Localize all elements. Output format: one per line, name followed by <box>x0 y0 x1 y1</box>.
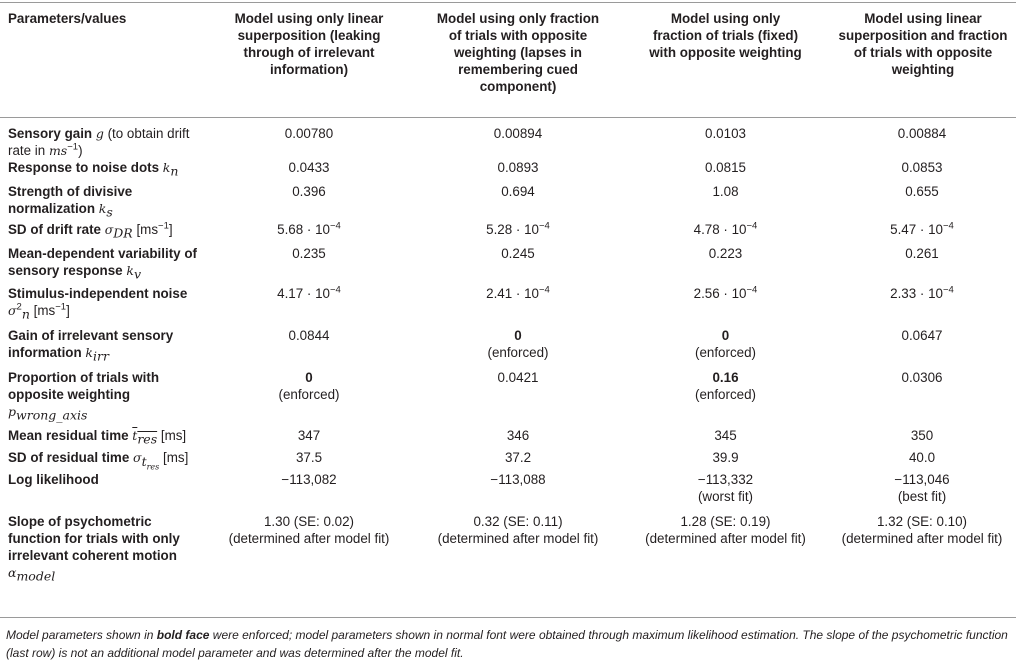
table-row <box>0 159 1016 183</box>
param-label: Gain of irrelevant sensory information $k_{irr}$ <box>8 328 174 364</box>
bottom-rule <box>0 617 1016 618</box>
param-label: Log likelihood <box>8 472 99 487</box>
cell-value: 0.261 <box>905 246 939 261</box>
cell-value: $5.28 \cdot 10^{-4}$ <box>486 220 550 237</box>
cell-value: 0.245 <box>501 246 535 261</box>
table-row <box>0 285 1016 327</box>
cell-value: 40.0 <box>908 450 936 465</box>
table-row <box>0 221 1016 245</box>
table-row <box>0 471 1016 513</box>
table-row <box>0 369 1016 427</box>
table-row <box>0 427 1016 449</box>
cell-value: $2.41 \cdot 10^{-4}$ <box>486 284 550 301</box>
cell-value: 0.0433 <box>288 160 330 175</box>
param-label: Mean residual time $\overline{t}_{\overline{res}}$ [ms] <box>8 428 187 447</box>
cell-value: 0.694 <box>501 184 535 199</box>
cell-value: 0.0844 <box>288 328 330 343</box>
header-row <box>0 3 1016 117</box>
cell-value: 0.235 <box>292 246 326 261</box>
cell-value: 0.0103 <box>705 126 746 141</box>
cell-value: −113,088 <box>490 472 546 487</box>
cell-value: 0.0893 <box>497 160 539 175</box>
cell-value: 0.396 <box>292 184 326 199</box>
cell-value: 345 <box>714 428 737 443</box>
cell-value: 0.00780 <box>284 126 334 141</box>
cell-value: 0.16 (enforced) <box>694 370 757 402</box>
cell-value: −113,082 <box>281 472 337 487</box>
cell-value: 37.5 <box>295 450 323 465</box>
cell-value: −113,046 (best fit) <box>894 472 950 504</box>
cell-value: 0.0815 <box>705 160 746 175</box>
param-label: Proportion of trials with opposite weighting $p_{wrong\_axis}$ <box>8 370 160 423</box>
cell-value: 0.00884 <box>897 126 947 141</box>
cell-value: 0.0647 <box>901 328 943 343</box>
table-row <box>0 183 1016 221</box>
cell-value: 1.32 (SE: 0.10) (determined after model fit) <box>841 514 1003 546</box>
table-row <box>0 513 1016 595</box>
param-label: Sensory gain g (to obtain drift rate in $ms^{-1}$) <box>8 126 190 158</box>
param-label: Strength of divisive normalization $k_s$ <box>8 184 133 220</box>
cell-value: $4.78 \cdot 10^{-4}$ <box>693 220 758 237</box>
cell-value: 0.223 <box>708 246 743 261</box>
param-label: Slope of psychometric function for trials with only irrelevant coherent motion $\alpha_{model}$ <box>8 514 180 584</box>
cell-value: 346 <box>506 428 530 443</box>
cell-value: 0 (enforced) <box>278 370 340 402</box>
param-label: Mean-dependent variability of sensory response $k_v$ <box>8 246 197 282</box>
cell-value: 0 (enforced) <box>694 328 757 360</box>
cell-value: $2.56 \cdot 10^{-4}$ <box>693 284 758 301</box>
param-label: Stimulus-independent noise $\sigma^2_n$ $[ms^{-1}]$ <box>8 286 188 322</box>
cell-value: $5.47 \cdot 10^{-4}$ <box>890 220 954 237</box>
param-label: Response to noise dots $k_n$ <box>8 160 179 179</box>
cell-value: 1.28 (SE: 0.19) (determined after model fit) <box>645 514 806 546</box>
table-row <box>0 245 1016 285</box>
cell-value: 37.2 <box>504 450 532 465</box>
header-params: Parameters/values <box>8 11 127 26</box>
table-footnote: Model parameters shown in bold face were enforced; model parameters shown in normal font were obtained through maximum likelihood estimation. The slope of the psychometric function (last row) is not an additional model parameter and was determined after the model fit. <box>6 628 1008 660</box>
header-model-4: Model using linear superposition and fraction of trials with opposite weighting <box>838 11 1008 77</box>
cell-value: $2.33 \cdot 10^{-4}$ <box>890 284 954 301</box>
cell-value: 1.30 (SE: 0.02) (determined after model fit) <box>228 514 390 546</box>
cell-value: 1.08 <box>712 184 739 199</box>
cell-value: 39.9 <box>712 450 739 465</box>
cell-value: 0.655 <box>905 184 939 199</box>
cell-value: 0 (enforced) <box>487 328 549 360</box>
cell-value: $4.17 \cdot 10^{-4}$ <box>277 284 341 301</box>
header-model-2: Model using only fraction of trials with opposite weighting (lapses in remembering cued component) <box>436 11 600 94</box>
header-model-1: Model using only linear superposition (leaking through of irrelevant information) <box>234 11 384 77</box>
table-row <box>0 449 1016 471</box>
cell-value: −113,332 (worst fit) <box>697 472 754 504</box>
param-label: SD of drift rate $\sigma_{DR}$ $[ms^{-1}]$ <box>8 220 173 241</box>
cell-value: 350 <box>910 428 934 443</box>
cell-value: 0.0306 <box>901 370 943 385</box>
cell-value: 0.32 (SE: 0.11) (determined after model fit) <box>437 514 599 546</box>
table-row <box>0 327 1016 369</box>
param-label: SD of residual time $\sigma_{t_{res}}$ [ms] <box>8 450 189 472</box>
cell-value: 0.0853 <box>901 160 943 175</box>
header-model-3: Model using only fraction of trials (fixed) with opposite weighting <box>649 11 802 60</box>
table-row <box>0 117 1016 159</box>
cell-value: 0.00894 <box>493 126 543 141</box>
cell-value: $5.68 \cdot 10^{-4}$ <box>277 220 341 237</box>
parameters-table <box>0 3 1016 595</box>
cell-value: 347 <box>297 428 321 443</box>
cell-value: 0.0421 <box>497 370 539 385</box>
